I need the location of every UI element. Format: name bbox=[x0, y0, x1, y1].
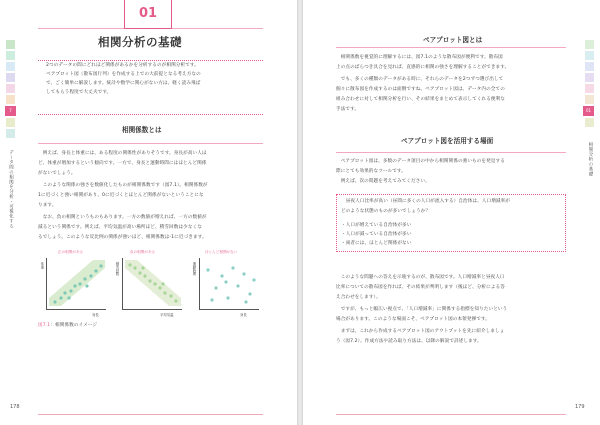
point bbox=[99, 264, 102, 267]
question-line: 昼夜人口比率が高い（昼間に多くの人口が流入する）自治体は、人口増減率が bbox=[341, 199, 510, 204]
point bbox=[133, 266, 136, 269]
thumb-tab[interactable] bbox=[6, 129, 15, 138]
side-running-title: データ間の相関を分析・可視化する bbox=[8, 150, 14, 229]
thumb-tab[interactable] bbox=[6, 62, 15, 71]
option-item: ・人口が減っている自治体が多い bbox=[341, 232, 412, 237]
body-line: 例えば、身長と体重には、ある程度の関係性がありそうです。身長が高い人ほ bbox=[38, 151, 207, 156]
question-line: どのような状態のものが多いでしょうか？ bbox=[341, 209, 431, 214]
thumb-tab[interactable] bbox=[585, 51, 594, 60]
thumb-tab[interactable] bbox=[585, 40, 594, 49]
right-page bbox=[303, 0, 600, 425]
thumb-tab[interactable] bbox=[585, 95, 594, 104]
graph-caption: 正の相関がある bbox=[58, 250, 84, 254]
figure-label: 図7.1 bbox=[38, 323, 51, 328]
graph-ylabel: 体重 bbox=[40, 262, 44, 269]
body-line: 場合があります。このような場面こそ、ペアプロット図の本領発揮です。 bbox=[336, 317, 490, 322]
trend-band bbox=[125, 260, 181, 306]
body-line: 上の点のばらつき具合を見れば、直感的に相関の強さを理解することができます。 bbox=[336, 65, 510, 70]
graph-ylabel: 運動時間 bbox=[192, 262, 196, 276]
thumb-tab[interactable] bbox=[585, 62, 594, 71]
section-heading: ペアプロット図とは bbox=[423, 36, 483, 44]
point bbox=[231, 266, 234, 269]
thumb-tab[interactable] bbox=[6, 95, 15, 104]
point bbox=[244, 300, 247, 303]
thumb-tab[interactable] bbox=[585, 73, 594, 82]
trend-band bbox=[49, 260, 105, 306]
body-line: 組み合わせに対して相関分析を行い、その結果をまとめて表示してくれる便利な bbox=[336, 97, 505, 102]
point bbox=[143, 274, 146, 277]
body-line: 個々に散布図を作成するのは面倒ですね。ペアプロット図は、データ内の全ての bbox=[336, 87, 505, 92]
body-line: でも、多くの種類のデータがある時に、それらのデータを2つずつ選び出して bbox=[336, 77, 504, 82]
point bbox=[85, 284, 88, 287]
body-line: ります。 bbox=[38, 203, 57, 208]
point bbox=[53, 300, 56, 303]
body-line: がないでしょう。 bbox=[38, 171, 76, 176]
point bbox=[220, 274, 223, 277]
body-line: 比率についての散布図を作れば、その結果が判明します（後ほど、分析による答 bbox=[336, 285, 505, 290]
intro-line: 2つのデータの間にどれほど関係があるかを分析するのが相関分析です。 bbox=[46, 63, 199, 68]
point bbox=[242, 272, 245, 275]
thumb-tab-active[interactable]: 01 bbox=[583, 106, 594, 116]
point bbox=[94, 269, 97, 272]
chapter-number: 01 bbox=[138, 6, 158, 21]
intro-line: ペアプロット図（散布図行列）を作成する上での大前提となる考え方なの bbox=[46, 72, 201, 77]
body-line: ペアプロット図は、多数のデータ項目の中から相関関係の強いものを発見する bbox=[336, 159, 505, 164]
point bbox=[236, 284, 239, 287]
point bbox=[153, 282, 156, 285]
point bbox=[141, 266, 144, 269]
body-line: このような問題への答えを示唆するのが、散布図です。人口増減率と昼夜人口 bbox=[336, 275, 505, 280]
point bbox=[248, 292, 251, 295]
left-page bbox=[0, 0, 297, 425]
graph-xlabel: 身長 bbox=[240, 313, 247, 317]
thumb-tab[interactable] bbox=[6, 73, 15, 82]
thumb-tab-active[interactable]: 7 bbox=[5, 106, 16, 116]
point bbox=[214, 286, 217, 289]
body-line: なお、負の相関というものもあります。一方の数値が増えれば、一方の数値が bbox=[38, 215, 207, 220]
scatter-positive-plot bbox=[47, 258, 107, 310]
body-line: 際にとても効果的なツールです。 bbox=[336, 169, 406, 174]
point bbox=[226, 296, 229, 299]
point bbox=[224, 280, 227, 283]
body-line: 減るという関係です。例えば、平均気温が高い場所ほど、積雪回数は少なくな bbox=[38, 225, 202, 230]
point bbox=[158, 286, 161, 289]
thumb-tab[interactable] bbox=[585, 84, 594, 93]
point bbox=[67, 296, 70, 299]
body-line: るでしょう。このような反比例の関係が強いほど、相関係数は-1に近づきます。 bbox=[38, 235, 207, 240]
left-thumb-tabs bbox=[6, 40, 15, 140]
body-line: 手法です。 bbox=[336, 107, 360, 112]
right-thumb-tabs bbox=[585, 40, 594, 129]
body-line: う（図7.2）。作成方法や読み取り方法は、以降の解説で詳述します。 bbox=[336, 339, 482, 344]
thumb-tab[interactable] bbox=[6, 118, 15, 127]
point bbox=[69, 289, 72, 292]
section-heading: ペアプロット図を活用する場面 bbox=[401, 137, 494, 145]
point bbox=[128, 263, 131, 266]
graph-xlabel: 平均気温 bbox=[160, 313, 174, 317]
scatter-negative bbox=[122, 258, 182, 310]
chapter-number-box bbox=[124, 0, 172, 29]
point bbox=[63, 291, 66, 294]
body-line: 相関係数を視覚的に理解するには、図7.1のような散布図が便利です。散布図 bbox=[336, 55, 503, 60]
body-line: 例えば、次の問題を考えてみてください。 bbox=[336, 179, 430, 184]
thumb-tab[interactable] bbox=[6, 40, 15, 49]
graph-ylabel: 積雪回数 bbox=[115, 262, 119, 276]
chapter-rule-left bbox=[38, 28, 124, 29]
point bbox=[83, 277, 86, 280]
scatter-points bbox=[206, 266, 255, 303]
graph-caption: ほとんど相関がない bbox=[205, 250, 238, 254]
figure-caption bbox=[38, 322, 97, 330]
body-line: 1に近づくと強い相関があり、0に近づくとほとんど関係がないということにな bbox=[38, 193, 204, 198]
scatter-none-plot bbox=[200, 258, 260, 310]
intro-line: してもらう程度で大丈夫です。 bbox=[46, 90, 112, 95]
page-title: 相関分析の基礎 bbox=[98, 35, 182, 49]
option-item: ・人口が増えている自治体が多い bbox=[341, 223, 412, 228]
point bbox=[206, 268, 209, 271]
body-line: ですが、もっと幅広い視点で、「人口増減率」に関係する指標を知りたいという bbox=[336, 307, 508, 312]
point bbox=[138, 271, 141, 274]
side-running-title: 相関分析の基礎 bbox=[588, 142, 593, 177]
footer-rule bbox=[38, 414, 263, 415]
body-text: このような関係の強さを数値化したものが相関係数です（図7.1）。相関係数が bbox=[38, 183, 208, 188]
graph-caption: 負の相関がある bbox=[130, 250, 156, 254]
section-rule bbox=[38, 143, 263, 144]
page-number: 179 bbox=[575, 404, 585, 410]
scatter-none bbox=[199, 258, 259, 310]
intro-line: で、ごく簡単に解説します。統計や数学に関心がない方は、軽く読み飛ば bbox=[46, 81, 201, 86]
body-line: え合わせをします）。 bbox=[336, 295, 381, 300]
point bbox=[210, 298, 213, 301]
point bbox=[59, 296, 62, 299]
chapter-rule-right bbox=[172, 28, 263, 29]
thumb-tab[interactable] bbox=[585, 118, 594, 127]
scatter-negative-plot bbox=[123, 258, 183, 310]
point bbox=[169, 294, 172, 297]
point bbox=[163, 291, 166, 294]
point bbox=[89, 274, 92, 277]
section-rule bbox=[336, 152, 566, 153]
section-heading: 相関係数とは bbox=[122, 126, 162, 134]
point bbox=[161, 282, 164, 285]
thumb-tab[interactable] bbox=[6, 51, 15, 60]
point bbox=[148, 279, 151, 282]
footer-rule bbox=[336, 414, 566, 415]
option-item: ・両者には、ほとんど関係がない bbox=[341, 241, 412, 246]
page-number: 178 bbox=[10, 404, 20, 410]
point bbox=[252, 278, 255, 281]
scatter-positive bbox=[46, 258, 106, 310]
body-line bbox=[38, 182, 208, 190]
section-rule bbox=[336, 47, 566, 48]
point bbox=[78, 282, 81, 285]
thumb-tab[interactable] bbox=[6, 84, 15, 93]
point bbox=[73, 284, 76, 287]
body-line: まずは、これから作成するペアプロット図のアウトプットを先に紹介しましょ bbox=[336, 329, 505, 334]
body-line: ど、体重が増加するという傾向です。一方で、身長と運動時間にはほとんど関係 bbox=[38, 161, 207, 166]
figure-caption-text: ：相関係数のイメージ bbox=[50, 323, 98, 328]
graph-xlabel: 身長 bbox=[92, 313, 99, 317]
point bbox=[174, 299, 177, 302]
